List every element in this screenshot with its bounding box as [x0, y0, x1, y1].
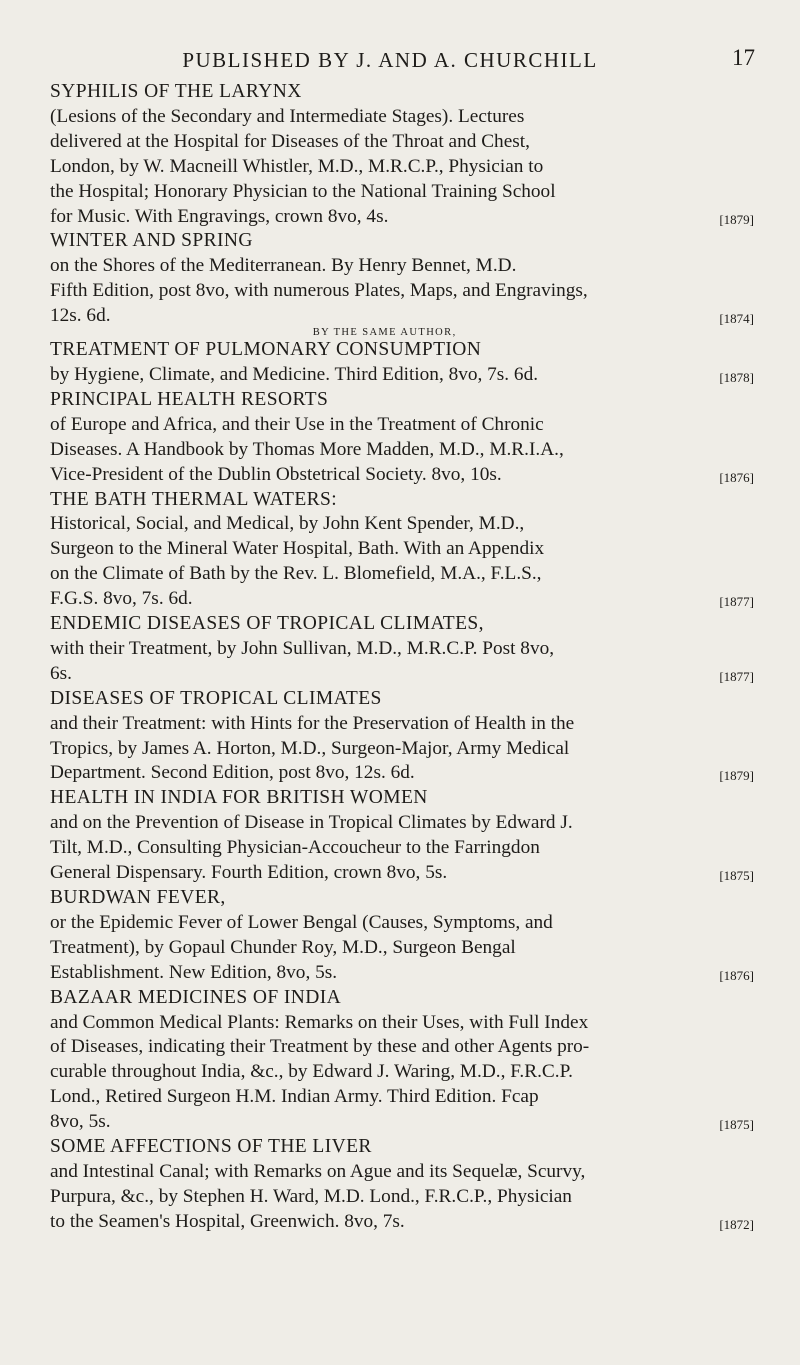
entry-year: [1879] — [719, 211, 754, 227]
catalogue-entries — [50, 80, 770, 1235]
catalogue-entry — [50, 886, 770, 986]
entry-title: DISEASES OF TROPICAL CLIMATES — [50, 687, 382, 709]
entry-line: curable throughout India, &c., by Edward J. Waring, M.D., F.R.C.P. — [50, 1061, 573, 1083]
entry-line: (Lesions of the Secondary and Intermediate Stages). Lectures — [50, 105, 525, 127]
entry-year: [1877] — [719, 668, 754, 684]
entry-line: Tropics, by James A. Horton, M.D., Surgeon-Major, Army Medical — [50, 737, 570, 759]
entry-line: and Common Medical Plants: Remarks on their Uses, with Full Index — [50, 1011, 589, 1033]
entry-year: [1879] — [719, 768, 754, 784]
entry-year: [1875] — [719, 1117, 754, 1133]
catalogue-entry — [50, 986, 770, 1135]
entry-year: [1878] — [719, 369, 754, 385]
entry-line: Historical, Social, and Medical, by John Kent Spender, M.D., — [50, 513, 525, 535]
catalogue-entry — [50, 326, 770, 388]
same-author-note: BY THE SAME AUTHOR, — [312, 327, 457, 339]
entry-title: SOME AFFECTIONS OF THE LIVER — [50, 1136, 372, 1158]
catalogue-entry — [50, 388, 770, 488]
entry-line: and on the Prevention of Disease in Tropical Climates by Edward J. — [50, 812, 573, 834]
entry-line: London, by W. Macneill Whistler, M.D., M.R.C.P., Physician to — [50, 155, 544, 177]
entry-description — [50, 105, 770, 230]
entry-title: HEALTH IN INDIA FOR BRITISH WOMEN — [50, 787, 428, 809]
catalogue-entry — [50, 80, 770, 229]
catalogue-entry — [50, 612, 770, 687]
entry-description — [50, 911, 770, 986]
entry-year: [1876] — [719, 469, 754, 485]
entry-line: Fifth Edition, post 8vo, with numerous Plates, Maps, and Engravings, — [50, 280, 588, 302]
entry-line: Department. Second Edition, post 8vo, 12s. 6d. [1879] — [50, 761, 770, 786]
entry-description — [50, 1011, 770, 1136]
entry-line: or the Epidemic Fever of Lower Bengal (Causes, Symptoms, and — [50, 911, 553, 933]
entry-line: and their Treatment: with Hints for the Preservation of Health in the — [50, 712, 575, 734]
catalogue-entry — [50, 786, 770, 886]
entry-line: of Diseases, indicating their Treatment by these and other Agents pro- — [50, 1036, 590, 1058]
entry-description — [50, 1160, 770, 1235]
entry-title: WINTER AND SPRING — [50, 230, 253, 252]
entry-line: Tilt, M.D., Consulting Physician-Accoucheur to the Farringdon — [50, 837, 540, 859]
catalogue-entry — [50, 687, 770, 787]
entry-description — [50, 512, 770, 612]
entry-line: on the Shores of the Mediterranean. By Henry Bennet, M.D. — [50, 255, 517, 277]
entry-line: Surgeon to the Mineral Water Hospital, Bath. With an Appendix — [50, 538, 545, 560]
entry-line: F.G.S. 8vo, 7s. 6d. [1877] — [50, 587, 770, 612]
entry-title: THE BATH THERMAL WATERS: — [50, 488, 338, 510]
entry-description — [50, 637, 770, 687]
entry-line: Vice-President of the Dublin Obstetrical Society. 8vo, 10s. [1876] — [50, 463, 770, 488]
entry-line: General Dispensary. Fourth Edition, crown 8vo, 5s. [1875] — [50, 861, 770, 886]
entry-line: for Music. With Engravings, crown 8vo, 4s. [1879] — [50, 205, 770, 230]
entry-year: [1874] — [719, 311, 754, 327]
entry-line: Lond., Retired Surgeon H.M. Indian Army. Third Edition. Fcap — [50, 1086, 539, 1108]
entry-line: 6s. [1877] — [50, 662, 770, 687]
entry-title: PRINCIPAL HEALTH RESORTS — [50, 388, 329, 410]
entry-description — [50, 254, 770, 329]
entry-line: the Hospital; Honorary Physician to the National Training School — [50, 180, 556, 202]
entry-title: ENDEMIC DISEASES OF TROPICAL CLIMATES, — [50, 613, 484, 635]
catalogue-entry — [50, 488, 770, 613]
running-head-title: PUBLISHED BY J. AND A. CHURCHILL — [182, 48, 598, 72]
entry-line: delivered at the Hospital for Diseases of the Throat and Chest, — [50, 130, 530, 152]
entry-line: to the Seamen's Hospital, Greenwich. 8vo, 7s. [1872] — [50, 1210, 770, 1235]
entry-year: [1876] — [719, 967, 754, 983]
entry-line: with their Treatment, by John Sullivan, M.D., M.R.C.P. Post 8vo, — [50, 637, 555, 659]
entry-line: Establishment. New Edition, 8vo, 5s. [1876] — [50, 961, 770, 986]
page-number: 17 — [732, 45, 755, 70]
entry-title: TREATMENT OF PULMONARY CONSUMPTION — [50, 339, 482, 361]
entry-line: Purpura, &c., by Stephen H. Ward, M.D. Lond., F.R.C.P., Physician — [50, 1185, 572, 1207]
catalogue-entry — [50, 1135, 770, 1235]
entry-line: of Europe and Africa, and their Use in the Treatment of Chronic — [50, 413, 544, 435]
entry-line: 12s. 6d. [1874] — [50, 304, 770, 329]
entry-title: BURDWAN FEVER, — [50, 887, 226, 908]
entry-description — [50, 363, 770, 388]
entry-year: [1872] — [719, 1216, 754, 1232]
entry-description — [50, 413, 770, 488]
entry-description — [50, 712, 770, 787]
entry-line: Treatment), by Gopaul Chunder Roy, M.D., Surgeon Bengal — [50, 936, 516, 958]
entry-line: Diseases. A Handbook by Thomas More Madden, M.D., M.R.I.A., — [50, 438, 564, 460]
entry-description — [50, 811, 770, 886]
entry-title: SYPHILIS OF THE LARYNX — [50, 81, 302, 102]
catalogue-entry — [50, 229, 770, 329]
entry-line: and Intestinal Canal; with Remarks on Ague and its Sequelæ, Scurvy, — [50, 1160, 586, 1182]
running-head — [50, 0, 770, 80]
entry-line: 8vo, 5s. [1875] — [50, 1110, 770, 1135]
entry-year: [1875] — [719, 868, 754, 884]
entry-year: [1877] — [719, 594, 754, 610]
entry-line: on the Climate of Bath by the Rev. L. Blomefield, M.A., F.L.S., — [50, 563, 542, 585]
entry-title: BAZAAR MEDICINES OF INDIA — [50, 986, 342, 1008]
entry-line: by Hygiene, Climate, and Medicine. Third Edition, 8vo, 7s. 6d. [1878] — [50, 363, 770, 388]
